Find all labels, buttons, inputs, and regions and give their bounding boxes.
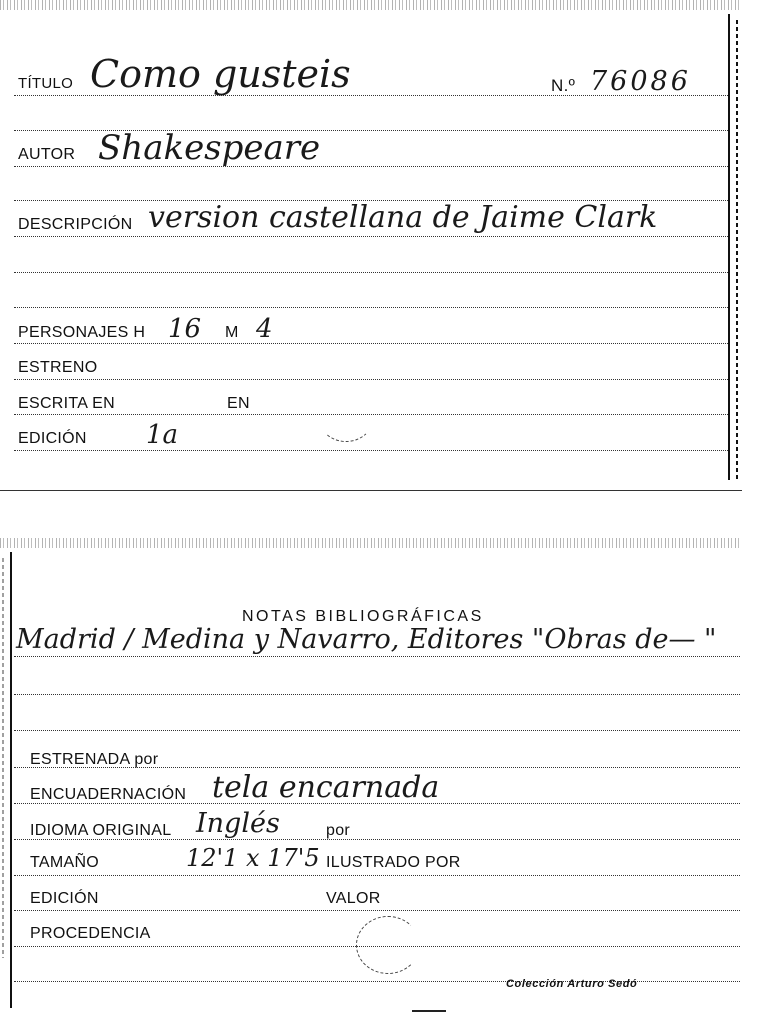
tamano-value: 12'1 x 17'5 bbox=[186, 844, 320, 872]
titulo-value: Como gusteis bbox=[90, 52, 351, 96]
card-bottom-line bbox=[0, 490, 742, 491]
ruled-line bbox=[14, 236, 728, 237]
encuadernacion-label: ENCUADERNACIÓN bbox=[30, 786, 187, 803]
ink-stamp-mark bbox=[356, 916, 420, 974]
ink-stamp-mark bbox=[318, 392, 374, 442]
personajes-m-value: 4 bbox=[256, 314, 273, 344]
personajes-m-label: M bbox=[225, 324, 239, 341]
encuadernacion-value: tela encarnada bbox=[212, 770, 440, 805]
estreno-label: ESTRENO bbox=[18, 359, 98, 376]
escrita-en-label: ESCRITA EN bbox=[18, 395, 115, 412]
idioma-value: Inglés bbox=[196, 808, 280, 839]
edicion-value: 1a bbox=[146, 420, 179, 450]
card-left-speckle bbox=[2, 558, 4, 958]
card-right-border-dashed bbox=[736, 20, 738, 480]
idioma-label: IDIOMA ORIGINAL bbox=[30, 822, 172, 839]
card-top-edge bbox=[0, 0, 742, 10]
ruled-line bbox=[14, 379, 728, 380]
collection-credit: Colección Arturo Sedó bbox=[506, 978, 638, 990]
catalog-card-top bbox=[0, 0, 742, 492]
descripcion-value: version castellana de Jaime Clark bbox=[148, 200, 658, 235]
notas-title: NOTAS BIBLIOGRÁFICAS bbox=[242, 608, 484, 625]
card-right-border bbox=[728, 14, 730, 480]
ruled-line bbox=[14, 656, 740, 657]
personajes-label: PERSONAJES H bbox=[18, 324, 146, 341]
procedencia-label: PROCEDENCIA bbox=[30, 925, 151, 942]
ilustrado-label: ILUSTRADO POR bbox=[326, 854, 461, 871]
por-label: por bbox=[326, 822, 351, 839]
catalog-card-bottom bbox=[0, 538, 742, 1008]
scan-mark bbox=[412, 1010, 446, 1012]
edicion-label: EDICIÓN bbox=[30, 890, 99, 907]
card-bottom-top-edge bbox=[0, 538, 742, 548]
edicion-label: EDICIÓN bbox=[18, 430, 87, 447]
card-left-border bbox=[10, 552, 12, 1008]
autor-value: Shakespeare bbox=[98, 128, 321, 168]
ruled-line bbox=[14, 343, 728, 344]
numero-value: 76086 bbox=[590, 66, 691, 97]
ruled-line bbox=[14, 307, 728, 308]
tamano-label: TAMAÑO bbox=[30, 854, 100, 871]
ruled-line bbox=[14, 450, 728, 451]
valor-label: VALOR bbox=[326, 890, 381, 907]
autor-label: AUTOR bbox=[18, 146, 76, 163]
ruled-line bbox=[14, 875, 740, 876]
ruled-line bbox=[14, 272, 728, 273]
en-label: EN bbox=[227, 395, 250, 412]
personajes-h-value: 16 bbox=[168, 314, 202, 344]
ruled-line bbox=[14, 694, 740, 695]
estrenada-label: ESTRENADA por bbox=[30, 751, 159, 768]
ruled-line bbox=[14, 730, 740, 731]
ruled-line bbox=[14, 910, 740, 911]
numero-label: N.º bbox=[551, 76, 576, 95]
notas-value: Madrid / Medina y Navarro, Editores "Obras de— " bbox=[16, 624, 717, 655]
titulo-label: TÍTULO bbox=[18, 75, 74, 92]
descripcion-label: DESCRIPCIÓN bbox=[18, 216, 133, 233]
